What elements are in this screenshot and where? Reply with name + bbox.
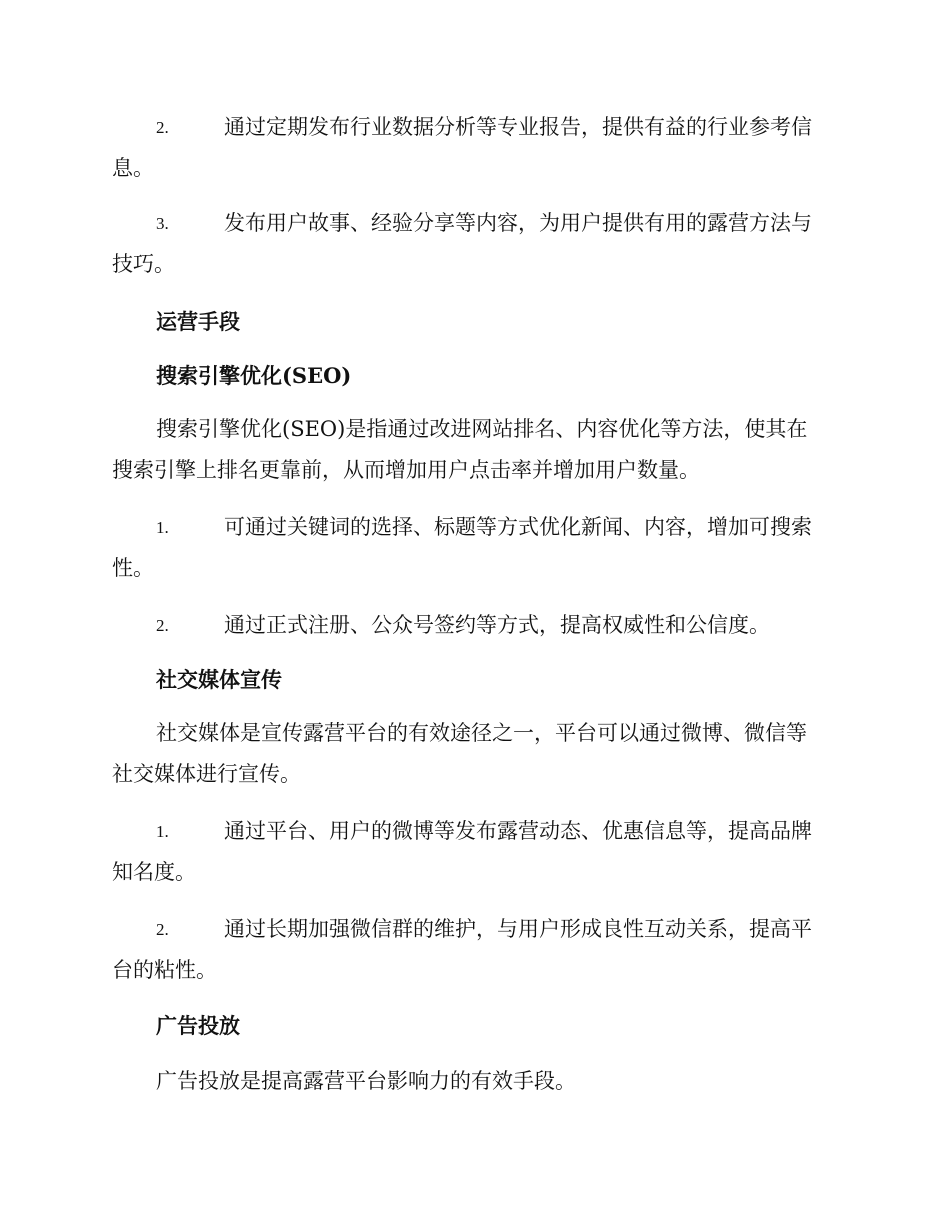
paragraph-seo [112, 409, 834, 491]
paragraph-ads [112, 1061, 834, 1102]
paragraph-line: 社交媒体进行宣传。 [112, 762, 301, 786]
section-heading-ads: 广告投放 [156, 1013, 240, 1038]
list-text-line: 性。 [112, 556, 154, 580]
paragraph-line: 社交媒体是宣传露营平台的有效途径之一，平台可以通过微博、微信等 [156, 721, 807, 745]
list-number: 2. [156, 920, 169, 939]
section-heading-social: 社交媒体宣传 [156, 667, 282, 692]
list-item [112, 507, 834, 589]
list-item [112, 909, 834, 991]
list-number: 1. [156, 518, 169, 537]
list-text-line: 通过长期加强微信群的维护，与用户形成良性互动关系，提高平 [224, 917, 812, 941]
list-number: 1. [156, 822, 169, 841]
list-text-line: 通过定期发布行业数据分析等专业报告，提供有益的行业参考信 [224, 115, 812, 139]
paragraph-line: 广告投放是提高露营平台影响力的有效手段。 [156, 1069, 576, 1093]
list-number: 2. [156, 118, 169, 137]
list-number: 3. [156, 214, 169, 233]
list-item [112, 811, 834, 893]
list-item [112, 605, 834, 646]
list-text-line: 通过平台、用户的微博等发布露营动态、优惠信息等，提高品牌 [224, 819, 812, 843]
list-text-line: 技巧。 [112, 252, 175, 276]
list-item [112, 203, 834, 285]
list-item [112, 107, 834, 189]
section-heading-seo: 搜索引擎优化(SEO) [156, 363, 352, 388]
list-text-line: 通过正式注册、公众号签约等方式，提高权威性和公信度。 [224, 613, 770, 637]
list-text-line: 发布用户故事、经验分享等内容，为用户提供有用的露营方法与 [224, 211, 812, 235]
paragraph-line: 搜索引擎优化(SEO)是指通过改进网站排名、内容优化等方法，使其在 [156, 417, 808, 441]
paragraph-line: 搜索引擎上排名更靠前，从而增加用户点击率并增加用户数量。 [112, 458, 700, 482]
list-number: 2. [156, 616, 169, 635]
list-text-line: 可通过关键词的选择、标题等方式优化新闻、内容，增加可搜索 [224, 515, 812, 539]
paragraph-social [112, 713, 834, 795]
list-text-line: 台的粘性。 [112, 958, 217, 982]
list-text-line: 知名度。 [112, 860, 196, 884]
section-heading-operations: 运营手段 [156, 309, 240, 334]
list-text-line: 息。 [112, 156, 154, 180]
